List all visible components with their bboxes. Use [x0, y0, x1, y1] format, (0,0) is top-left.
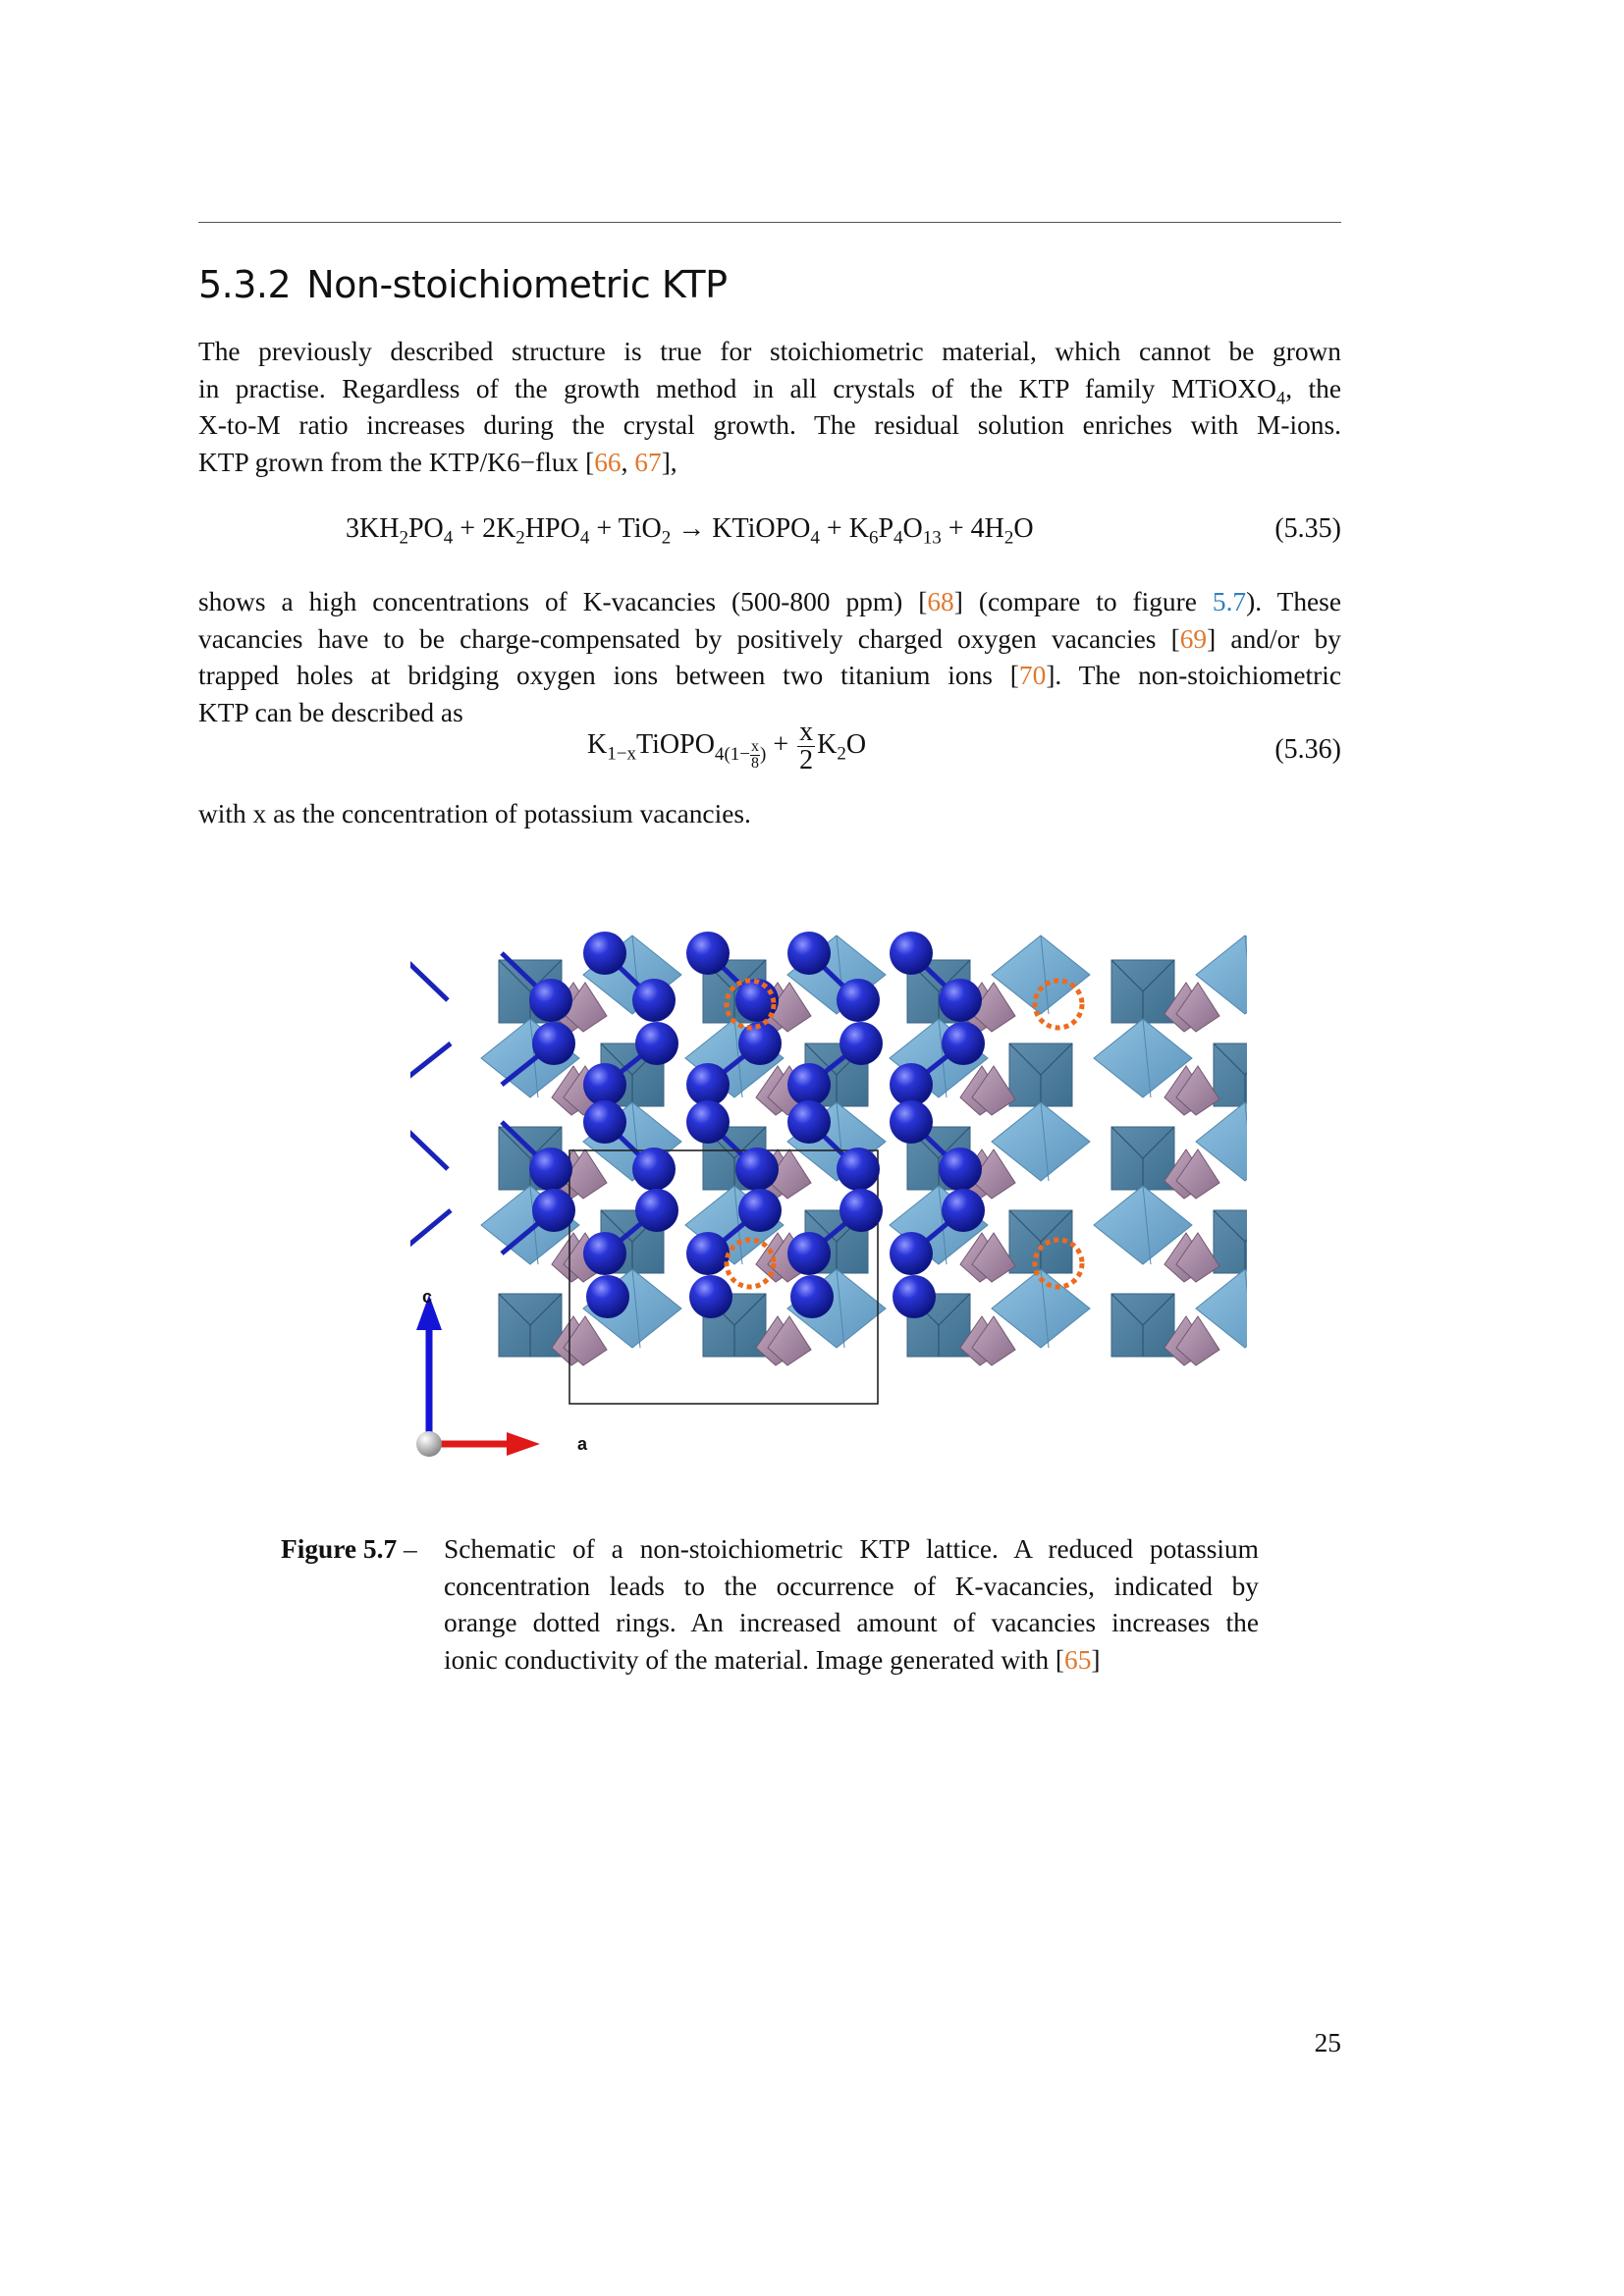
text-fragment: ], [661, 447, 677, 477]
text-fragment: ] and/or by [1207, 623, 1341, 654]
citation-68[interactable]: 68 [927, 587, 954, 616]
potassium-atom [787, 1063, 831, 1106]
section-number: 5.3.2 [198, 263, 292, 306]
potassium-atom [942, 1189, 985, 1232]
potassium-atom [583, 932, 626, 975]
caption-line-2: concentration leads to the occurrence of K-vacancies, indicated by [444, 1571, 1259, 1601]
formula-text: MTiOXO [1170, 373, 1276, 403]
paragraph-1-line-3: X-to-M ratio increases during the crystal growth. The residual solution enriches with M-ions. [198, 410, 1341, 440]
potassium-atom [529, 979, 572, 1022]
citation-65[interactable]: 65 [1064, 1644, 1092, 1675]
potassium-atom [686, 1100, 730, 1144]
text-fragment: ]. The non-stoichiometric [1046, 661, 1342, 690]
paragraph-2-line-2 [198, 621, 1341, 659]
caption-line-3: orange dotted rings. An increased amount of vacancies increases the [444, 1608, 1259, 1637]
formula-mtioxo4 [1170, 373, 1286, 409]
potassium-atom [893, 1275, 936, 1318]
potassium-atom [635, 1022, 678, 1065]
citation-67[interactable]: 67 [634, 447, 662, 477]
paragraph-1-line-1: The previously described structure is true for stoichiometric material, which cannot be grown [198, 337, 1341, 366]
section-heading [198, 263, 728, 306]
text-fragment: ] [1091, 1644, 1101, 1675]
text-fragment: shows a high concentrations of K-vacancies (500-800 ppm) [ [198, 587, 928, 616]
potassium-atom [790, 1275, 834, 1318]
potassium-atom [787, 1232, 831, 1275]
potassium-atom [632, 979, 676, 1022]
text-fragment: KTP grown from the [198, 447, 429, 477]
potassium-atom [529, 1148, 572, 1191]
paragraph-1 [198, 334, 1341, 481]
citation-70[interactable]: 70 [1018, 661, 1047, 690]
caption-line-1: Schematic of a non-stoichiometric KTP lattice. A reduced potassium [444, 1534, 1259, 1564]
text-fragment: ). These [1246, 587, 1341, 616]
citation-69[interactable]: 69 [1179, 623, 1208, 654]
potassium-atom [787, 932, 831, 975]
k-bond [410, 953, 448, 1000]
axis-a-label: a [577, 1434, 588, 1454]
paragraph-2-line-3 [198, 658, 1341, 695]
potassium-atom [686, 1063, 730, 1106]
paragraph-2-line-1 [198, 584, 1341, 621]
potassium-atom [635, 1189, 678, 1232]
citation-66[interactable]: 66 [594, 447, 622, 477]
equation-5-36-body: $K_{1-x}TiOPO_{4(1- \frac{x}{8} )}$ + $\frac{x}{2}$ $K_2O$ [587, 717, 867, 775]
potassium-atom [939, 979, 982, 1022]
axis-origin [416, 1431, 442, 1457]
potassium-atom [890, 1232, 933, 1275]
caption-label-text: Figure 5.7 [281, 1534, 398, 1564]
text-fragment: vacancies have to be charge-compensated by positively charged oxygen vacancies [ [198, 623, 1180, 654]
equation-5-35-body: $3KH_2PO_4 + 2K_2HPO_4 + TiO_2$ → KTiOPO$_4$ + $K_6P_4O_{13} + 4H_2O$ [346, 513, 1034, 549]
potassium-atom [837, 979, 880, 1022]
ti-octahedron [1214, 1210, 1247, 1273]
text-fragment: , the [1285, 373, 1341, 403]
k-bond [410, 1210, 451, 1254]
section-title: Non-stoichiometric KTP [306, 263, 728, 306]
potassium-atom [583, 1100, 626, 1144]
potassium-atom [686, 1232, 730, 1275]
potassium-atom [583, 1063, 626, 1106]
potassium-atom [583, 1232, 626, 1275]
caption-dash: – [397, 1534, 417, 1564]
potassium-atom [735, 1148, 779, 1191]
axis-c-label: c [422, 1287, 433, 1307]
potassium-atom [839, 1189, 883, 1232]
text-fragment: ] (compare to figure [953, 587, 1213, 616]
potassium-atom [890, 932, 933, 975]
equation-5-36 [198, 715, 1341, 783]
text-fragment: in practise. Regardless of the growth method in all crystals of the KTP family [198, 373, 1171, 403]
text-fragment: trapped holes at bridging oxygen ions between two titanium ions [ [198, 661, 1019, 690]
lattice-diagram [410, 918, 1247, 1487]
potassium-atom [890, 1063, 933, 1106]
text-fragment: ionic conductivity of the material. Image generated with [ [444, 1644, 1065, 1675]
potassium-atom [586, 1275, 629, 1318]
equation-5-36-number: (5.36) [1274, 734, 1341, 765]
paragraph-3 [198, 796, 1341, 833]
potassium-atom [689, 1275, 732, 1318]
formula-subscript: 4 [1275, 388, 1286, 409]
potassium-atom [532, 1022, 575, 1065]
text-fragment: flux [ [535, 447, 595, 477]
potassium-atom [939, 1148, 982, 1191]
k-bond [410, 1122, 448, 1169]
caption-text [444, 1531, 1259, 1679]
potassium-atom [686, 932, 730, 975]
potassium-atom [942, 1022, 985, 1065]
k-bond [410, 1043, 451, 1085]
formula-ktp-flux: KTP/K6− [428, 447, 536, 477]
paragraph-2-line-4: KTP can be described as [198, 697, 463, 727]
potassium-atom [532, 1189, 575, 1232]
figure-ktp-lattice [410, 918, 1247, 1487]
paragraph-2 [198, 584, 1341, 731]
potassium-atom [738, 1022, 782, 1065]
caption-label [281, 1531, 417, 1569]
figure-reference-5-7[interactable]: 5.7 [1212, 587, 1247, 616]
ti-octahedron [1214, 1043, 1247, 1106]
axis-a-arrowhead [507, 1432, 540, 1456]
potassium-atom [787, 1100, 831, 1144]
potassium-atom [839, 1022, 883, 1065]
paragraph-3-line-1: with x as the concentration of potassium vacancies. [198, 799, 751, 828]
potassium-atom [632, 1148, 676, 1191]
paragraph-1-line-4 [198, 445, 1341, 482]
equation-5-35-number: (5.35) [1274, 513, 1341, 544]
potassium-atom [837, 1148, 880, 1191]
potassium-atom [738, 1189, 782, 1232]
caption-line-4 [444, 1642, 1259, 1680]
potassium-atom [890, 1100, 933, 1144]
page-number: 25 [1314, 2028, 1341, 2057]
equation-5-35 [198, 513, 1341, 553]
header-rule [198, 222, 1341, 223]
text-fragment: , [621, 447, 635, 477]
paragraph-1-line-2 [198, 371, 1341, 408]
